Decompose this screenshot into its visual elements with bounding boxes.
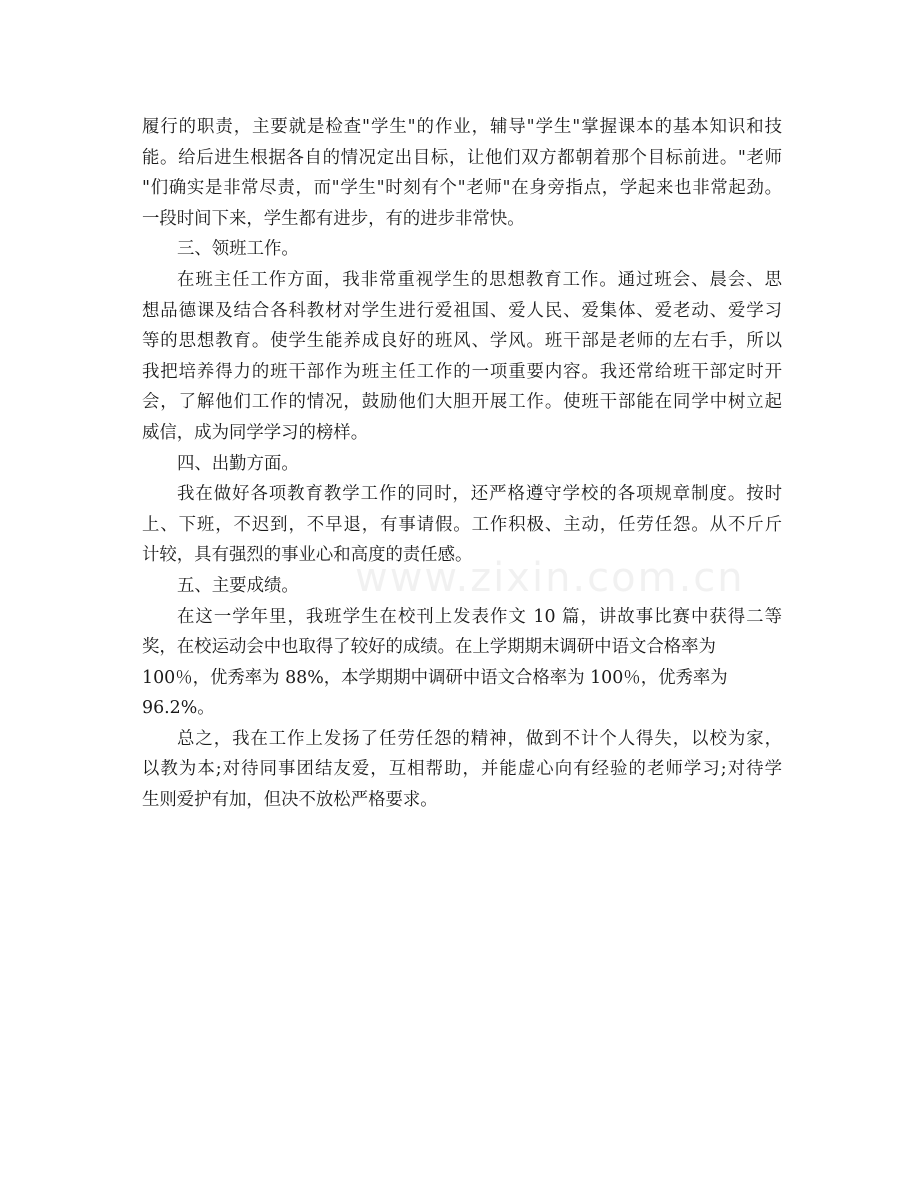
text-line: 会，了解他们工作的情况，鼓励他们大胆开展工作。使班干部能在同学中树立起 xyxy=(142,392,782,413)
text-line: 一段时间下来，学生都有进步，有的进步非常快。 xyxy=(142,208,525,229)
text-line: 等的思想教育。使学生能养成良好的班风、学风。班干部是老师的左右手，所以 xyxy=(142,331,782,352)
watermark: www.zixin.com.cn xyxy=(355,555,745,601)
text-line: 我在做好各项教育教学工作的同时，还严格遵守学校的各项规章制度。按时 xyxy=(177,484,782,505)
text-line: 能。给后进生根据各自的情况定出目标，让他们双方都朝着那个目标前进。"老师 xyxy=(142,147,782,168)
text-line: 生则爱护有加，但决不放松严格要求。 xyxy=(142,790,438,811)
text-line: "们确实是非常尽责，而"学生"时刻有个"老师"在身旁指点，学起来也非常起劲。 xyxy=(142,178,782,199)
text-line: 我把培养得力的班干部作为班主任工作的一项重要内容。我还常给班干部定时开 xyxy=(142,361,782,382)
text-line: 上、下班，不迟到，不早退，有事请假。工作积极、主动，任劳任怨。从不斤斤 xyxy=(142,514,782,535)
text-line: 在班主任工作方面，我非常重视学生的思想教育工作。通过班会、晨会、思 xyxy=(177,269,782,290)
text-line: 履行的职责，主要就是检查"学生"的作业，辅导"学生"掌握课本的基本知识和技 xyxy=(142,117,782,137)
text-line: 96.2%。 xyxy=(142,698,215,719)
text-line: 总之，我在工作上发扬了任劳任怨的精神，做到不计个人得失，以校为家， xyxy=(177,728,782,749)
text-line: 以教为本;对待同事团结友爱，互相帮助，并能虚心向有经验的老师学习;对待学 xyxy=(142,759,782,780)
document-body xyxy=(142,112,782,816)
section-heading: 三、领班工作。 xyxy=(177,239,299,260)
text-line: 在这一学年里，我班学生在校刊上发表作文 10 篇，讲故事比赛中获得二等 xyxy=(177,606,782,627)
text-line: 想品德课及结合各科教材对学生进行爱祖国、爱人民、爱集体、爱老动、爱学习 xyxy=(142,300,782,321)
text-line: 奖，在校运动会中也取得了较好的成绩。在上学期期末调研中语文合格率为 xyxy=(142,637,716,658)
text-line: 计较，具有强烈的事业心和高度的责任感。 xyxy=(142,545,473,566)
section-heading: 五、主要成绩。 xyxy=(177,575,299,596)
section-heading: 四、出勤方面。 xyxy=(177,453,299,474)
text-line: 100％，优秀率为 88%，本学期期中调研中语文合格率为 100％，优秀率为 xyxy=(142,667,728,688)
text-line: 威信，成为同学学习的榜样。 xyxy=(142,422,369,443)
